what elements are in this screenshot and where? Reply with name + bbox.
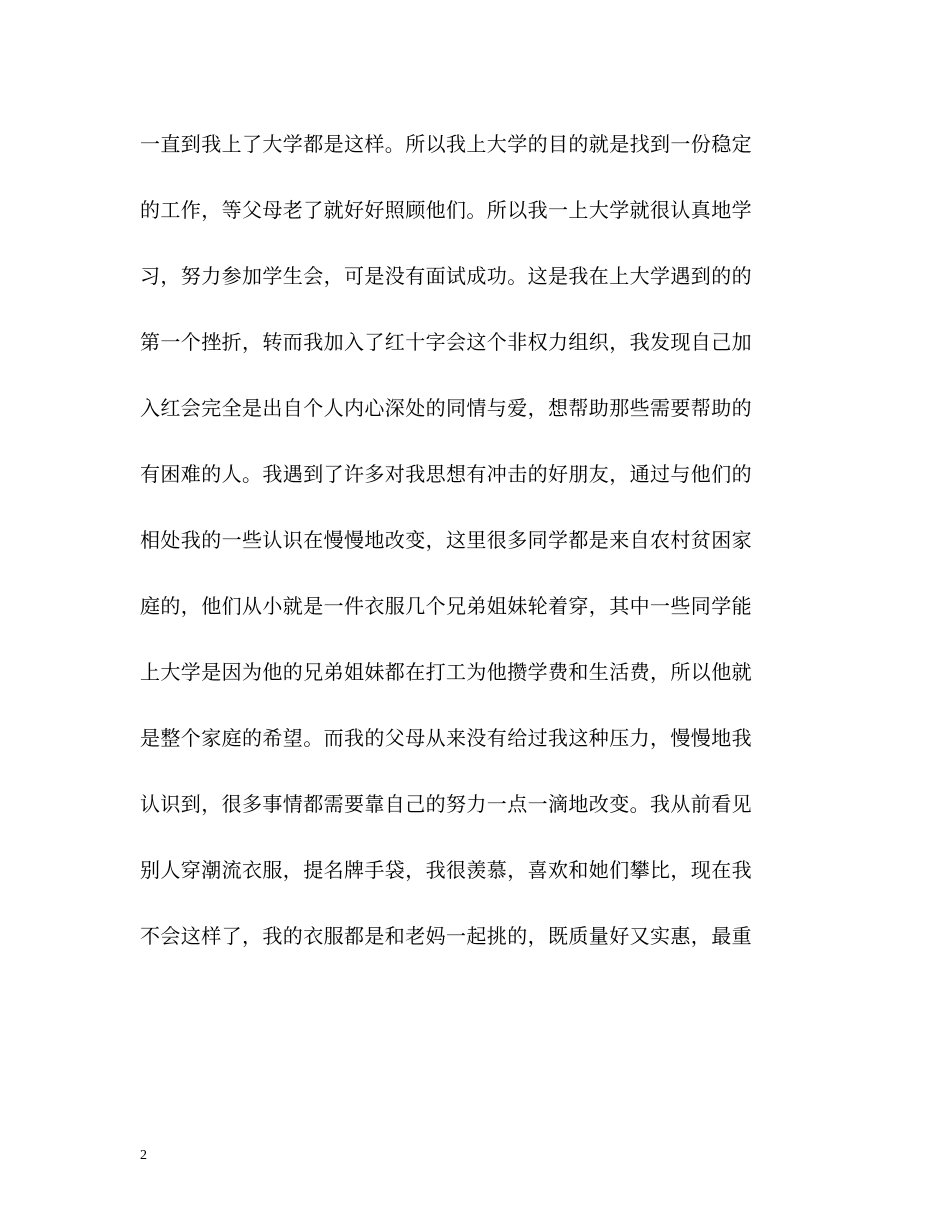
text-line-3: 习，努力参加学生会，可是没有面试成功。这是我在上大学遇到的的 bbox=[140, 264, 752, 288]
text-line-13: 不会这样了，我的衣服都是和老妈一起挑的，既质量好又实惠，最重 bbox=[140, 924, 752, 948]
text-line-1: 一直到我上了大学都是这样。所以我上大学的目的就是找到一份稳定 bbox=[140, 132, 752, 156]
text-line-12: 别人穿潮流衣服，提名牌手袋，我很羡慕，喜欢和她们攀比，现在我 bbox=[140, 858, 752, 882]
text-line-7: 相处我的一些认识在慢慢地改变，这里很多同学都是来自农村贫困家 bbox=[140, 528, 752, 552]
text-line-8: 庭的，他们从小就是一件衣服几个兄弟姐妹轮着穿，其中一些同学能 bbox=[140, 594, 752, 618]
text-line-6: 有困难的人。我遇到了许多对我思想有冲击的好朋友，通过与他们的 bbox=[140, 462, 752, 486]
text-line-4: 第一个挫折，转而我加入了红十字会这个非权力组织，我发现自己加 bbox=[140, 330, 752, 354]
body-text bbox=[140, 122, 820, 980]
text-line-10: 是整个家庭的希望。而我的父母从来没有给过我这种压力，慢慢地我 bbox=[140, 726, 752, 750]
text-line-5: 入红会完全是出自个人内心深处的同情与爱，想帮助那些需要帮助的 bbox=[140, 396, 752, 420]
text-line-11: 认识到，很多事情都需要靠自己的努力一点一滴地改变。我从前看见 bbox=[140, 792, 752, 816]
page-number: 2 bbox=[140, 1148, 147, 1163]
text-line-2: 的工作，等父母老了就好好照顾他们。所以我一上大学就很认真地学 bbox=[140, 198, 752, 222]
text-line-9: 上大学是因为他的兄弟姐妹都在打工为他攒学费和生活费，所以他就 bbox=[140, 660, 752, 684]
